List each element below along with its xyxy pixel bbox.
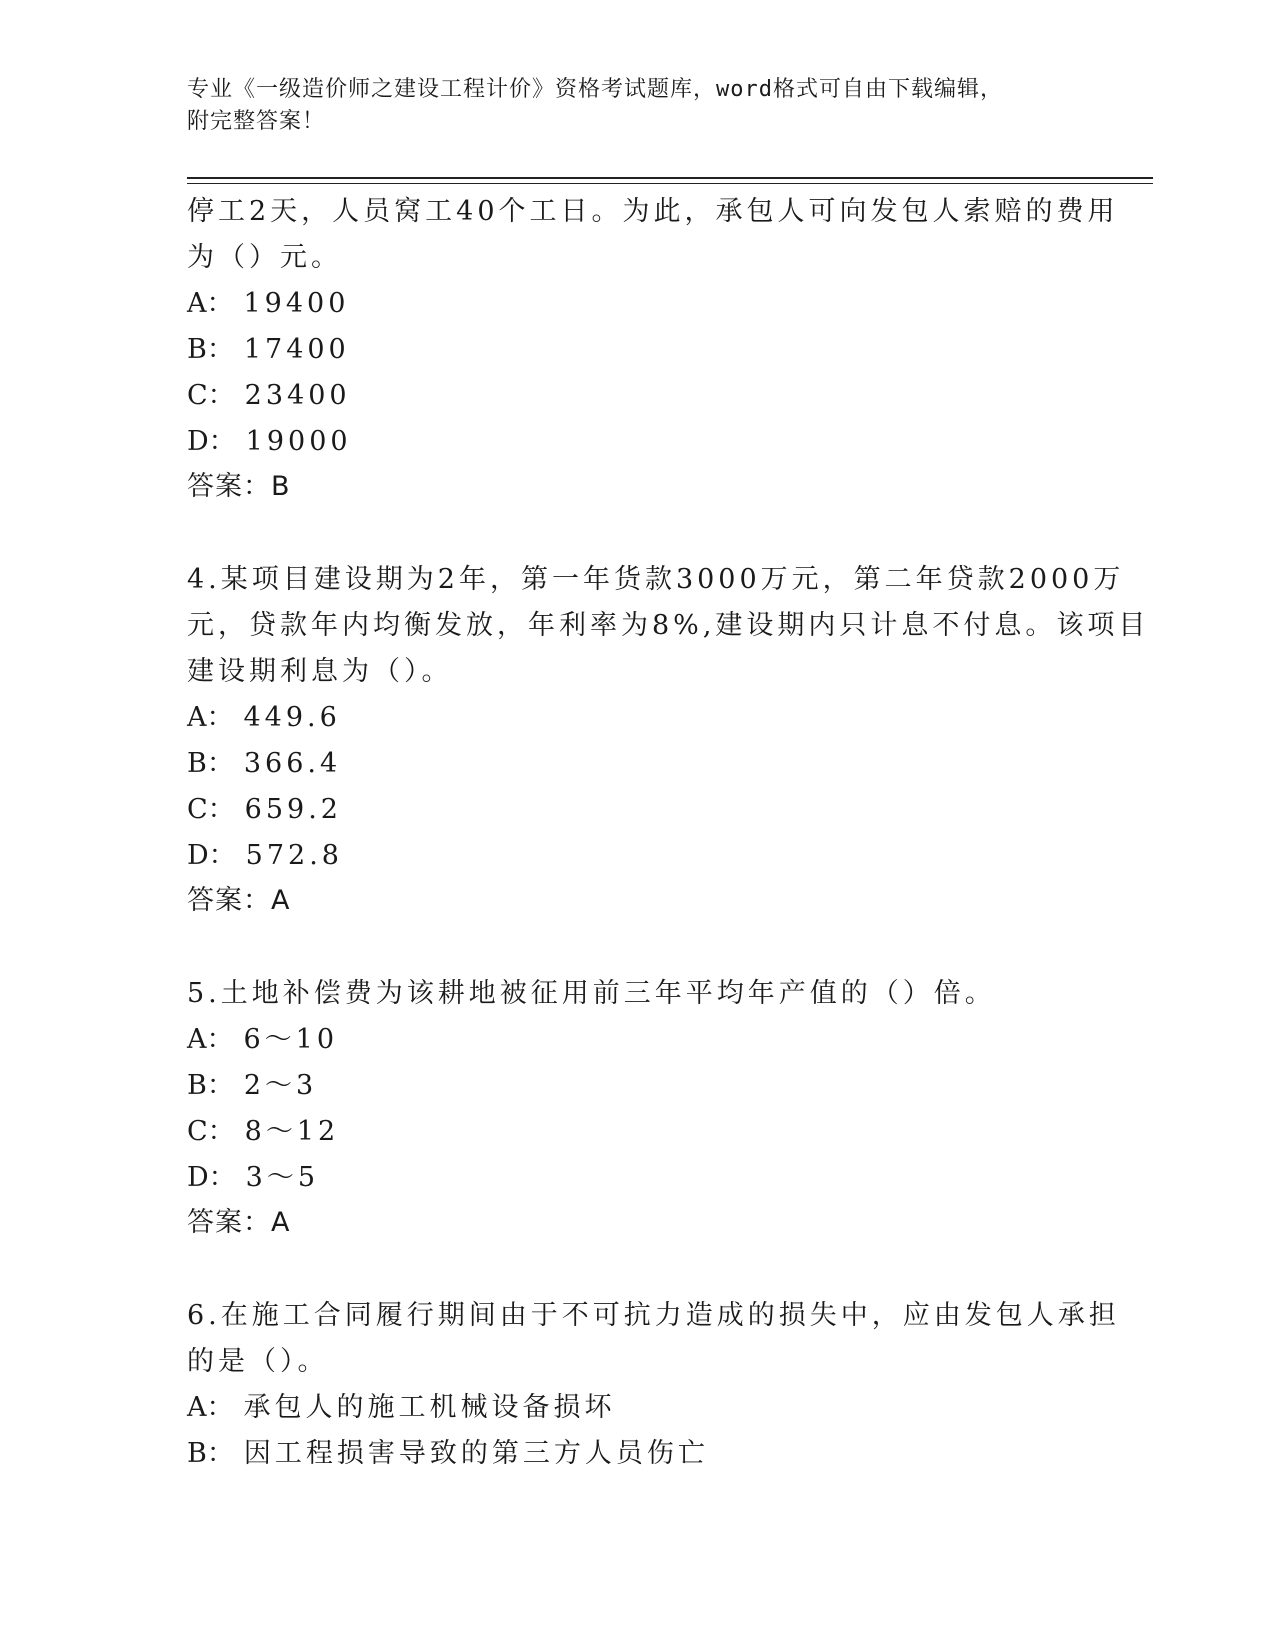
option-b (187, 1431, 1087, 1477)
option-separator: ： (206, 1392, 234, 1423)
question-spacer (187, 923, 1087, 971)
option-a (187, 1385, 1087, 1431)
option-a (187, 695, 1087, 741)
question-spacer (187, 509, 1087, 557)
option-text: 23400 (244, 380, 351, 411)
question-stem-line: 元，贷款年内均衡发放，年利率为8%,建设期内只计息不付息。该项目 (187, 610, 1150, 641)
question-stem-line: 4.某项目建设期为2年，第一年货款3000万元，第二年贷款2000万 (187, 564, 1125, 595)
option-letter: C (187, 380, 208, 411)
option-letter: C (187, 1116, 208, 1147)
option-c (187, 787, 1087, 833)
answer-line: 答案：A (187, 1207, 291, 1238)
header-line-1: 专业《一级造价师之建设工程计价》资格考试题库，word格式可自由下载编辑， (187, 77, 1003, 102)
option-separator: ： (206, 288, 234, 319)
question-block (187, 189, 1119, 509)
option-letter: D (187, 426, 209, 457)
document-header (187, 74, 1087, 138)
question-stem-line: 的是（）。 (187, 1346, 329, 1377)
option-d (187, 1155, 1087, 1201)
question-spacer (187, 1245, 1087, 1293)
option-c (187, 373, 1087, 419)
option-letter: D (187, 1162, 209, 1193)
question-list (187, 189, 1150, 1477)
option-b (187, 327, 1087, 373)
option-separator: ： (208, 1162, 236, 1193)
option-separator: ： (206, 1070, 234, 1101)
question-stem-line: 停工2天，人员窝工40个工日。为此，承包人可向发包人索赔的费用 (187, 196, 1119, 227)
option-letter: D (187, 840, 209, 871)
option-text: 19400 (243, 288, 350, 319)
option-letter: B (187, 748, 207, 779)
option-separator: ： (208, 840, 236, 871)
option-separator: ： (206, 702, 234, 733)
option-separator: ： (206, 748, 234, 779)
option-separator: ： (206, 1024, 234, 1055)
option-letter: B (187, 1070, 207, 1101)
option-b (187, 1063, 1087, 1109)
option-text: 659.2 (244, 794, 342, 825)
option-separator: ： (206, 1438, 234, 1469)
option-d (187, 419, 1087, 465)
option-separator: ： (207, 794, 235, 825)
question-block (187, 1293, 1120, 1477)
question-block (187, 557, 1150, 923)
question-stem-line: 5.土地补偿费为该耕地被征用前三年平均年产值的（）倍。 (187, 978, 996, 1009)
option-letter: A (187, 288, 207, 319)
option-separator: ： (208, 426, 236, 457)
option-a (187, 1017, 1087, 1063)
option-d (187, 833, 1087, 879)
option-text: 8～12 (244, 1116, 340, 1147)
option-text: 19000 (245, 426, 352, 457)
answer-line: 答案：B (187, 471, 291, 502)
option-text: 449.6 (243, 702, 341, 733)
option-text: 承包人的施工机械设备损坏 (243, 1392, 616, 1423)
header-divider-thin (187, 183, 1153, 184)
option-text: 2～3 (243, 1070, 318, 1101)
option-c (187, 1109, 1087, 1155)
option-letter: A (187, 1024, 207, 1055)
question-block (187, 971, 1087, 1245)
question-stem-line: 6.在施工合同履行期间由于不可抗力造成的损失中，应由发包人承担 (187, 1300, 1120, 1331)
option-letter: B (187, 334, 207, 365)
option-text: 因工程损害导致的第三方人员伤亡 (243, 1438, 709, 1469)
answer-line: 答案：A (187, 885, 291, 916)
option-text: 572.8 (245, 840, 343, 871)
option-letter: A (187, 702, 207, 733)
option-a (187, 281, 1087, 327)
question-stem-line: 建设期利息为（）。 (187, 656, 453, 687)
option-b (187, 741, 1087, 787)
option-separator: ： (206, 334, 234, 365)
header-divider-thick (187, 177, 1153, 179)
option-letter: A (187, 1392, 207, 1423)
header-line-2: 附完整答案！ (187, 109, 326, 134)
question-stem-line: 为（）元。 (187, 242, 342, 273)
option-text: 17400 (243, 334, 350, 365)
option-text: 6～10 (243, 1024, 339, 1055)
option-letter: C (187, 794, 208, 825)
option-text: 3～5 (245, 1162, 320, 1193)
option-separator: ： (207, 1116, 235, 1147)
option-separator: ： (207, 380, 235, 411)
option-text: 366.4 (243, 748, 342, 779)
option-letter: B (187, 1438, 207, 1469)
